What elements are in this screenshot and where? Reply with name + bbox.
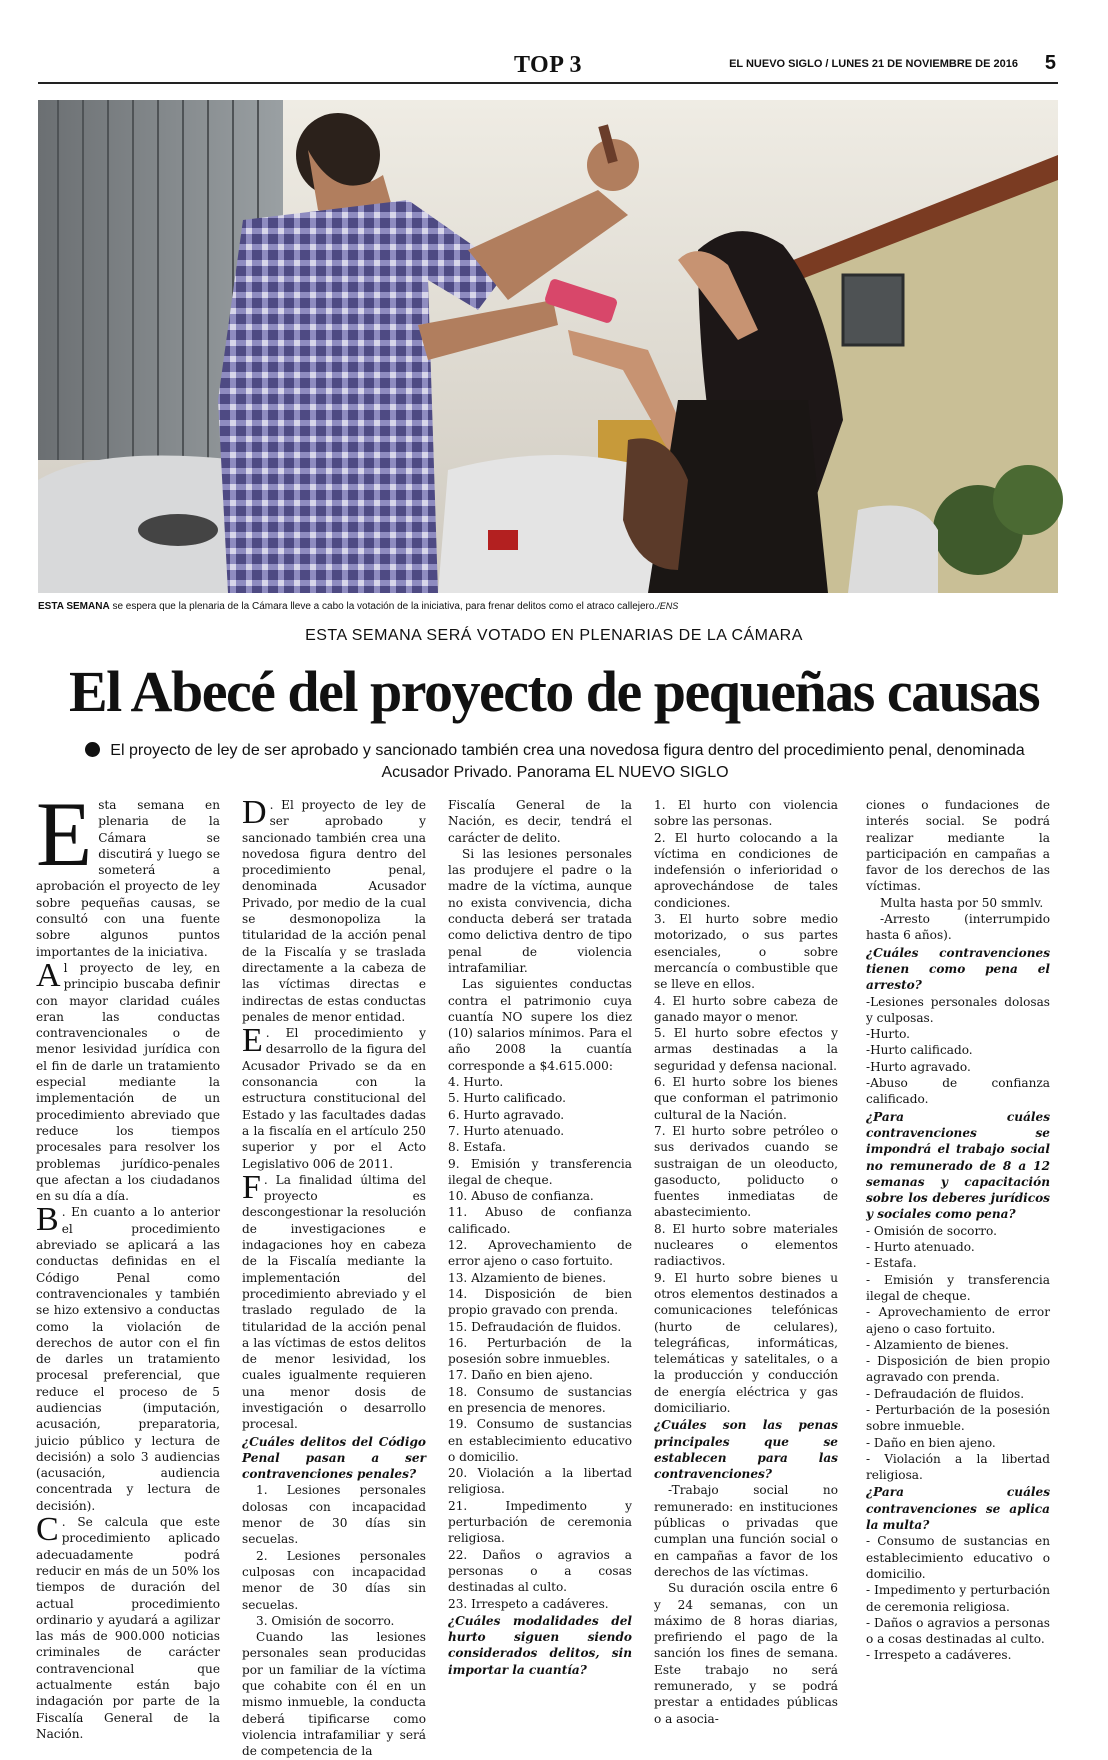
article-body xyxy=(36,783,1062,1759)
caption-text: se espera que la plenaria de la Cámara lleve a cabo la votación de la iniciativa, para frenar delitos como el atraco callejero. xyxy=(112,601,658,612)
list-item: - Daños o agravios a personas o a cosas destinadas al culto. xyxy=(866,1615,1050,1647)
list-item: 21. Impedimento y perturbación de ceremonia religiosa. xyxy=(448,1498,632,1546)
column-5 xyxy=(866,797,1050,1663)
drop-cap: A xyxy=(36,956,61,994)
list-item: 2. El hurto colocando a la víctima en condiciones de indefensión o inferioridad o aprovechándose de tales condiciones. xyxy=(654,830,838,910)
paragraph: ciones o fundaciones de interés social. Se podrá realizar mediante la participación en campañas a favor de los derechos de las víctimas. xyxy=(866,798,1050,894)
column-4 xyxy=(654,797,838,1726)
article-headline: El Abecé del proyecto de pequeñas causas xyxy=(68,659,1040,724)
list-item: - Omisión de socorro. xyxy=(866,1223,997,1238)
question-heading: ¿Cuáles contravenciones tienen como pena el arresto? xyxy=(866,945,1050,993)
list-item: - Alzamiento de bienes. xyxy=(866,1337,1009,1352)
list-item: 19. Consumo de sustancias en establecimiento educativo o domicilio. xyxy=(448,1417,632,1464)
list-item: 10. Abuso de confianza. xyxy=(448,1189,594,1204)
list-item: 8. El hurto sobre materiales nucleares o elementos radiactivos. xyxy=(654,1221,838,1269)
list-item: 17. Daño en bien ajeno. xyxy=(448,1368,593,1383)
list-item: - Irrespeto a cadáveres. xyxy=(866,1648,1012,1663)
list-item: 14. Disposición de bien propio gravado con prenda. xyxy=(448,1286,632,1318)
question-heading: ¿Para cuáles contravenciones se impondrá el trabajo social no remunerado de 8 a 12 semanas y capacitación sobre los deberes jurídicos y sociales como pena? xyxy=(866,1109,1050,1222)
paragraph: Esta semana en plenaria de la Cámara se discutirá y luego se someterá a aprobación el proyecto de ley sobre pequeñas causas, se consultó con una fuente sobre algunos puntos importantes de la iniciativa. xyxy=(36,783,220,959)
list-item: - Violación a la libertad religiosa. xyxy=(866,1451,1050,1483)
list-item: - Estafa. xyxy=(866,1256,917,1271)
list-item: 23. Irrespeto a cadáveres. xyxy=(448,1596,609,1611)
list-item: - Hurto atenuado. xyxy=(866,1240,975,1255)
list-item: 20. Violación a la libertad religiosa. xyxy=(448,1466,632,1497)
article-subhead xyxy=(55,740,1055,784)
article-kicker: ESTA SEMANA SERÁ VOTADO EN PLENARIAS DE LA CÁMARA xyxy=(305,627,803,644)
question-heading: ¿Cuáles son las penas principales que se establecen para las contravenciones? xyxy=(654,1418,838,1482)
list-item: 9. Emisión y transferencia ilegal de cheque. xyxy=(448,1156,632,1187)
list-item: 11. Abuso de confianza calificado. xyxy=(448,1205,632,1236)
list-item: 4. Hurto. xyxy=(448,1075,504,1090)
list-item: 1. El hurto con violencia sobre las personas. xyxy=(654,798,838,829)
list-item: 8. Estafa. xyxy=(448,1140,507,1155)
list-item: 7. Hurto atenuado. xyxy=(448,1123,565,1138)
question-heading: ¿Cuáles modalidades del hurto siguen siendo considerados delitos, sin importar la cuantía? xyxy=(448,1613,632,1677)
list-item: - Aprovechamiento de error ajeno o caso fortuito. xyxy=(866,1305,1050,1336)
list-item: 9. El hurto sobre bienes u otros elementos destinados a comunicaciones telefónicas (hurto de celulares), telegráficas, informáticas, telemáticas y satelitales, o a la producción y conducción de energía eléctrica y gas domiciliario. xyxy=(654,1270,838,1415)
drop-cap: C xyxy=(36,1511,59,1549)
drop-cap: F xyxy=(242,1168,261,1206)
publication-dateline: EL NUEVO SIGLO / LUNES 21 DE NOVIEMBRE DE 2016 xyxy=(729,58,1018,70)
bullet-icon xyxy=(85,742,100,757)
paragraph: Las siguientes conductas contra el patrimonio cuya cuantía NO supere los diez (10) salarios mínimos. Para el año 2008 la cuantía corresponde a $4.615.000: xyxy=(448,977,632,1073)
list-item: 13. Alzamiento de bienes. xyxy=(448,1270,607,1285)
drop-cap: E xyxy=(242,1022,263,1060)
list-item: 12. Aprovechamiento de error ajeno o caso fortuito. xyxy=(448,1238,632,1269)
drop-cap: B xyxy=(36,1201,59,1239)
list-item: 4. El hurto sobre cabeza de ganado mayor o menor. xyxy=(654,993,838,1024)
list-item: 7. El hurto sobre petróleo o sus derivados cuando se sustraigan de un oleoducto, gasoducto, poliducto o fuentes inmediatas de abastecimiento. xyxy=(654,1123,838,1220)
list-item: 18. Consumo de sustancias en presencia de menores. xyxy=(448,1384,632,1415)
article-photo xyxy=(38,100,1058,593)
list-item: 3. Omisión de socorro. xyxy=(256,1613,395,1628)
list-item: - Consumo de sustancias en establecimiento educativo o domicilio. xyxy=(866,1534,1050,1581)
list-item: 3. El hurto sobre medio motorizado, o sus partes esenciales, o sobre mercancía o combustible que se lleve en ellos. xyxy=(654,912,838,992)
list-item: 15. Defraudación de fluidos. xyxy=(448,1319,622,1334)
paragraph: Al proyecto de ley, en principio buscaba definir con mayor claridad cuáles eran las conductas contravencionales o de menor lesividad jurídica con el fin de darle un tratamiento especial mediante la implementación de un procedimiento abreviado que reduce los tiempos procesales para resolver los problemas jurídico-penales que afectan a los ciudadanos en su día a día. xyxy=(36,956,220,1204)
column-3 xyxy=(448,797,632,1677)
question-heading: ¿Cuáles delitos del Código Penal pasan a ser contravenciones penales? xyxy=(242,1434,426,1482)
list-item: 2. Lesiones personales culposas con incapacidad menor de 30 días sin secuelas. xyxy=(242,1548,426,1612)
subhead-text: El proyecto de ley de ser aprobado y sancionado también crea una novedosa figura dentro del procedimiento penal, denominada Acusador Privado. Panorama EL NUEVO SIGLO xyxy=(110,742,1025,781)
paragraph: E . El procedimiento y desarrollo de la figura del Acusador Privado se da en consonancia con la estructura constitucional del Estado y las facultades dadas a la fiscalía en el artículo 250 superior y por el Acto Legislativo 006 de 2011. xyxy=(242,1022,426,1171)
offense-list xyxy=(448,1074,632,1612)
question-heading: ¿Para cuáles contravenciones se aplica la multa? xyxy=(866,1485,1050,1533)
paragraph: -Trabajo social no remunerado: en instituciones públicas o privadas que cumplan una función social o en campañas a favor de los derechos de las víctimas. xyxy=(654,1483,838,1579)
list-item: - Perturbación de la posesión sobre inmueble. xyxy=(866,1402,1050,1434)
drop-cap: E xyxy=(36,783,93,885)
list-item: - Daño en bien ajeno. xyxy=(866,1435,996,1450)
robbery-scene-illustration xyxy=(38,100,1058,593)
paragraph: Cuando las lesiones personales sean producidas por un familiar de la víctima que cohabite con él en un mismo inmueble, la conducta deberá tipificarse como violencia intrafamiliar y será de competencia de la xyxy=(242,1630,426,1759)
section-label: TOP 3 xyxy=(513,52,583,78)
list-item: 1. Lesiones personales dolosas con incapacidad menor de 30 días sin secuelas. xyxy=(242,1483,426,1547)
paragraph: B . En cuanto a lo anterior el procedimiento abreviado se aplicará a las conductas definidas en el Código Penal como contravencionales y también se hizo extensivo a conductas como la violación de derechos de autor con el fin de darles un tratamiento procesal preferencial, que reduce el proceso de 5 audiencias (imputación, acusación, preparatoria, juicio público y lectura de decisión) a solo 3 audiencias (acusación, audiencia concentrada y lectura de decisión). xyxy=(36,1201,220,1513)
paragraph: D . El proyecto de ley de ser aprobado y sancionado también crea una novedosa figura dentro del procedimiento penal, denominada Acusador Privado, por medio de la cual se desmonopoliza la titularidad de la acción penal de la Fiscalía y se traslada directamente a la cabeza de las víctimas directas e indirectas de estas conductas penales de menor entidad. xyxy=(242,794,426,1024)
paragraph: -Arresto (interrumpido hasta 6 años). xyxy=(866,912,1050,943)
page-number: 5 xyxy=(1044,52,1056,74)
list-item: -Hurto. xyxy=(866,1027,910,1042)
list-item: - Impedimento y perturbación de ceremonia religiosa. xyxy=(866,1583,1050,1614)
photo-credit: /ENS xyxy=(657,601,679,611)
list-item: - Defraudación de fluidos. xyxy=(866,1386,1025,1401)
paragraph: F . La finalidad última del proyecto es descongestionar la resolución de investigaciones e indagaciones hoy en cabeza de la Fiscalía mediante la implementación del procedimiento abreviado y el traslado regulado de la titularidad de la acción penal a las víctimas de estos delitos de menor lesividad, los cuales igualmente requieren una menor dosis de investigación o desarrollo procesal. xyxy=(242,1168,426,1432)
paragraph: Si las lesiones personales las produjere el padre o la madre de la víctima, aunque no exista convivencia, dicha conducta deberá ser tratada como delictiva dentro de tipo penal de violencia intrafamiliar. xyxy=(448,846,632,975)
drop-cap: D xyxy=(242,794,267,831)
page-header xyxy=(38,48,1058,84)
paragraph: Su duración oscila entre 6 y 24 semanas, con un máximo de 8 horas diarias, prefiriendo el pago de la sanción los fines de semana. Este trabajo no será remunerado, y se podrá prestar a entidades públicas o a asocia- xyxy=(654,1581,838,1726)
paragraph: Multa hasta por 50 smmlv. xyxy=(880,895,1044,910)
list-item: 16. Perturbación de la posesión sobre inmuebles. xyxy=(448,1335,632,1367)
paragraph: Fiscalía General de la Nación, es decir, tendrá el carácter de delito. xyxy=(448,798,632,845)
list-item: 5. El hurto sobre efectos y armas destinadas a la seguridad y defensa nacional. xyxy=(654,1026,838,1073)
column-2 xyxy=(242,794,426,1759)
photo-caption xyxy=(38,601,1058,612)
list-item: -Hurto agravado. xyxy=(866,1059,971,1074)
list-item: - Disposición de bien propio agravado con prenda. xyxy=(866,1354,1050,1385)
caption-lead: ESTA SEMANA xyxy=(38,601,110,612)
list-item: 5. Hurto calificado. xyxy=(448,1091,566,1106)
list-item: 6. El hurto sobre los bienes que conforman el patrimonio cultural de la Nación. xyxy=(654,1075,838,1122)
column-1 xyxy=(36,783,220,1741)
list-item: -Lesiones personales dolosas y culposas. xyxy=(866,994,1050,1025)
list-item: 22. Daños o agravios a personas o a cosas destinadas al culto. xyxy=(448,1547,632,1595)
list-item: -Abuso de confianza calificado. xyxy=(866,1076,1050,1107)
list-item: 6. Hurto agravado. xyxy=(448,1107,565,1122)
theft-list xyxy=(654,797,838,1416)
list-item: - Emisión y transferencia ilegal de cheque. xyxy=(866,1272,1050,1303)
list-item: -Hurto calificado. xyxy=(866,1043,973,1058)
paragraph: C . Se calcula que este procedimiento aplicado adecuadamente podrá reducir en más de un 50% los tiempos de duración del actual procedimiento ordinario y ayudará a agilizar las más de 900.000 noticias criminales de carácter contravencional que actualmente están bajo indagación por parte de la Fiscalía General de la Nación. xyxy=(36,1511,220,1741)
